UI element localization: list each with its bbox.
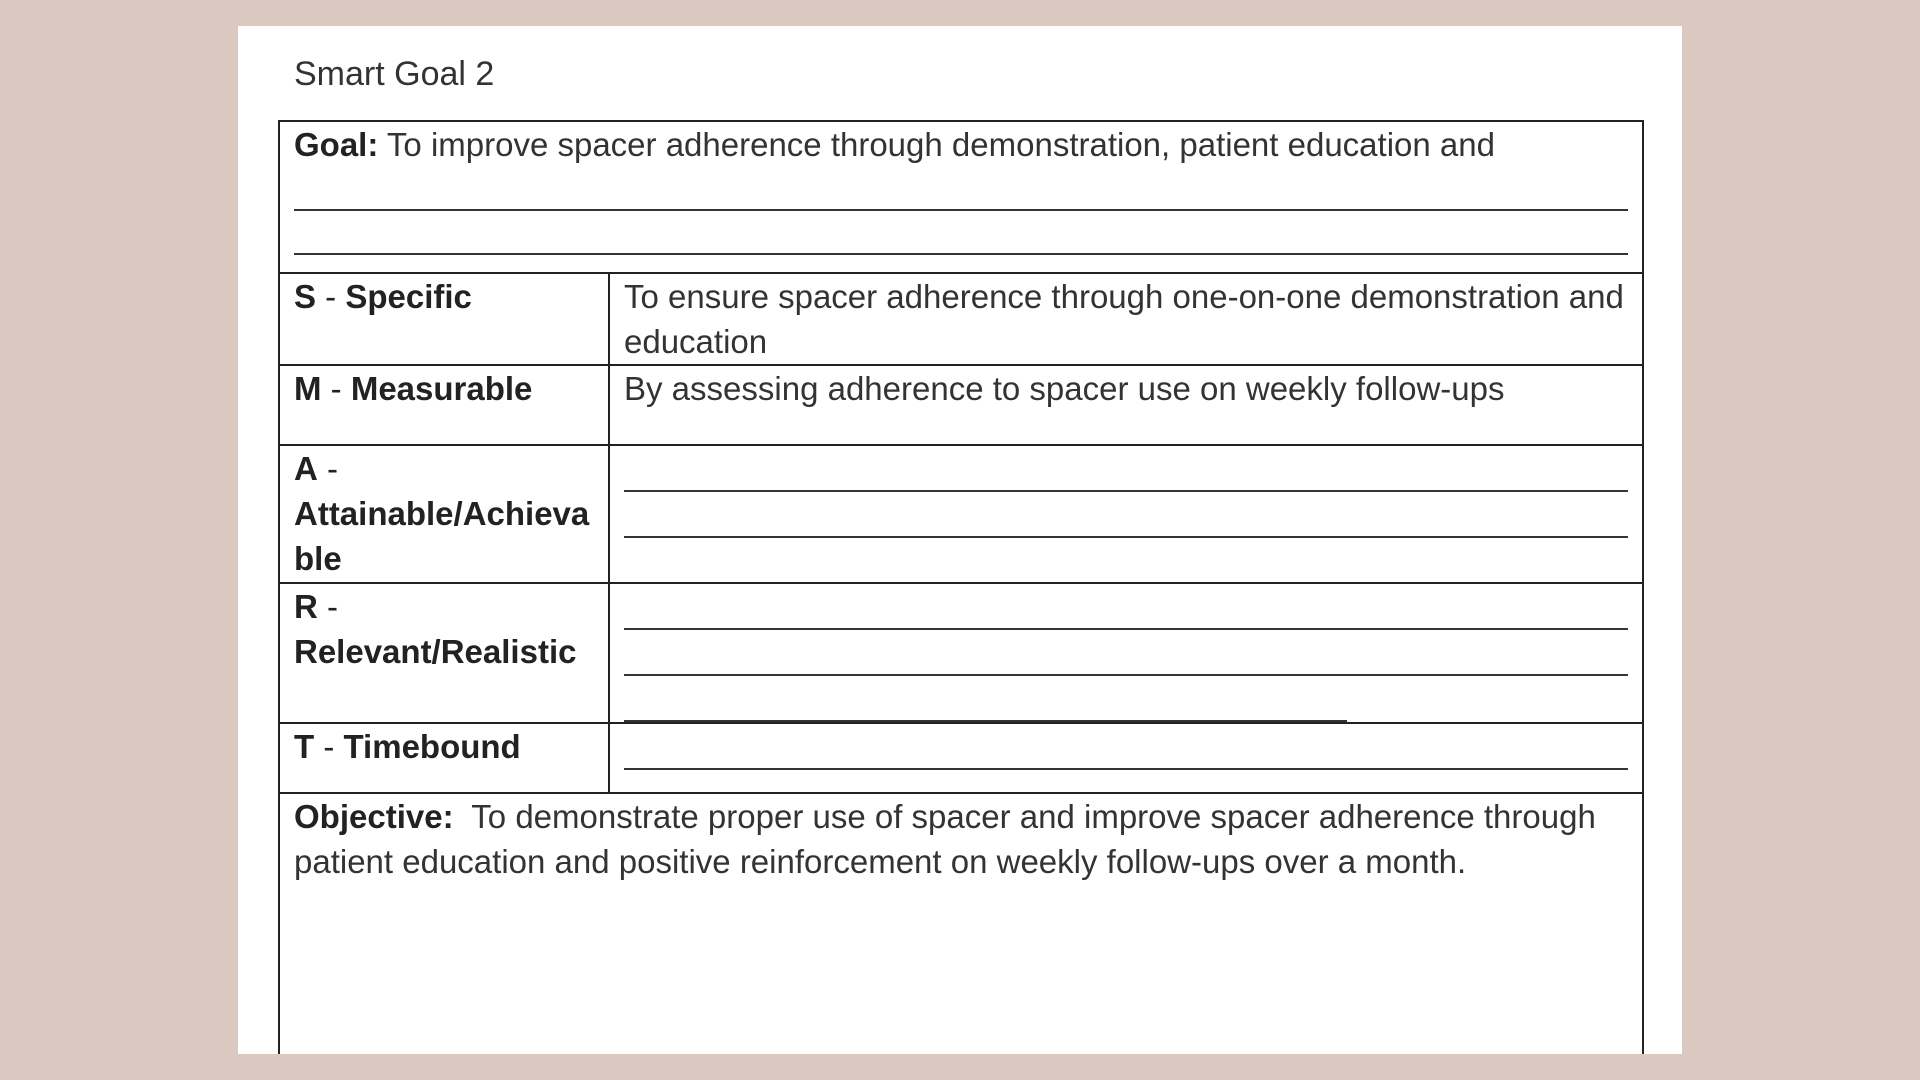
attainable-value[interactable] — [609, 445, 1643, 583]
document-page — [238, 26, 1682, 1054]
attainable-blank-line-1[interactable] — [624, 450, 1628, 492]
relevant-value[interactable] — [609, 583, 1643, 723]
objective-label: Objective: — [294, 798, 454, 835]
relevant-label: R - Relevant/Realistic — [279, 583, 609, 723]
attainable-label: A - Attainable/Achievable — [279, 445, 609, 583]
goal-blank-line-1[interactable] — [294, 169, 1628, 211]
goal-blank-line-2[interactable] — [294, 213, 1628, 255]
attainable-blank-line-2[interactable] — [624, 496, 1628, 538]
measurable-row — [279, 365, 1643, 445]
goal-text: To improve spacer adherence through demonstration, patient education and — [378, 126, 1495, 163]
objective-cell[interactable] — [279, 793, 1643, 1054]
measurable-label: M - Measurable — [279, 365, 609, 445]
relevant-blank-line-1[interactable] — [624, 588, 1628, 630]
objective-text: To demonstrate proper use of spacer and improve spacer adherence through patient education and positive reinforcement on weekly follow-ups over a month. — [294, 798, 1605, 880]
goal-row — [279, 121, 1643, 273]
goal-label: Goal: — [294, 126, 379, 163]
relevant-blank-line-3[interactable] — [624, 680, 1347, 722]
relevant-row — [279, 583, 1643, 723]
specific-label: S - Specific — [279, 273, 609, 365]
timebound-value[interactable] — [609, 723, 1643, 793]
timebound-blank-line-1[interactable] — [624, 728, 1628, 770]
specific-row — [279, 273, 1643, 365]
goal-cell[interactable] — [279, 121, 1643, 273]
timebound-row — [279, 723, 1643, 793]
objective-row — [279, 793, 1643, 1054]
measurable-value[interactable]: By assessing adherence to spacer use on weekly follow-ups — [609, 365, 1643, 445]
specific-value[interactable]: To ensure spacer adherence through one-on-one demonstration and education — [609, 273, 1643, 365]
smart-goal-table — [278, 120, 1644, 1054]
relevant-blank-line-2[interactable] — [624, 634, 1628, 676]
timebound-label: T - Timebound — [279, 723, 609, 793]
document-title: Smart Goal 2 — [294, 55, 495, 93]
attainable-row — [279, 445, 1643, 583]
